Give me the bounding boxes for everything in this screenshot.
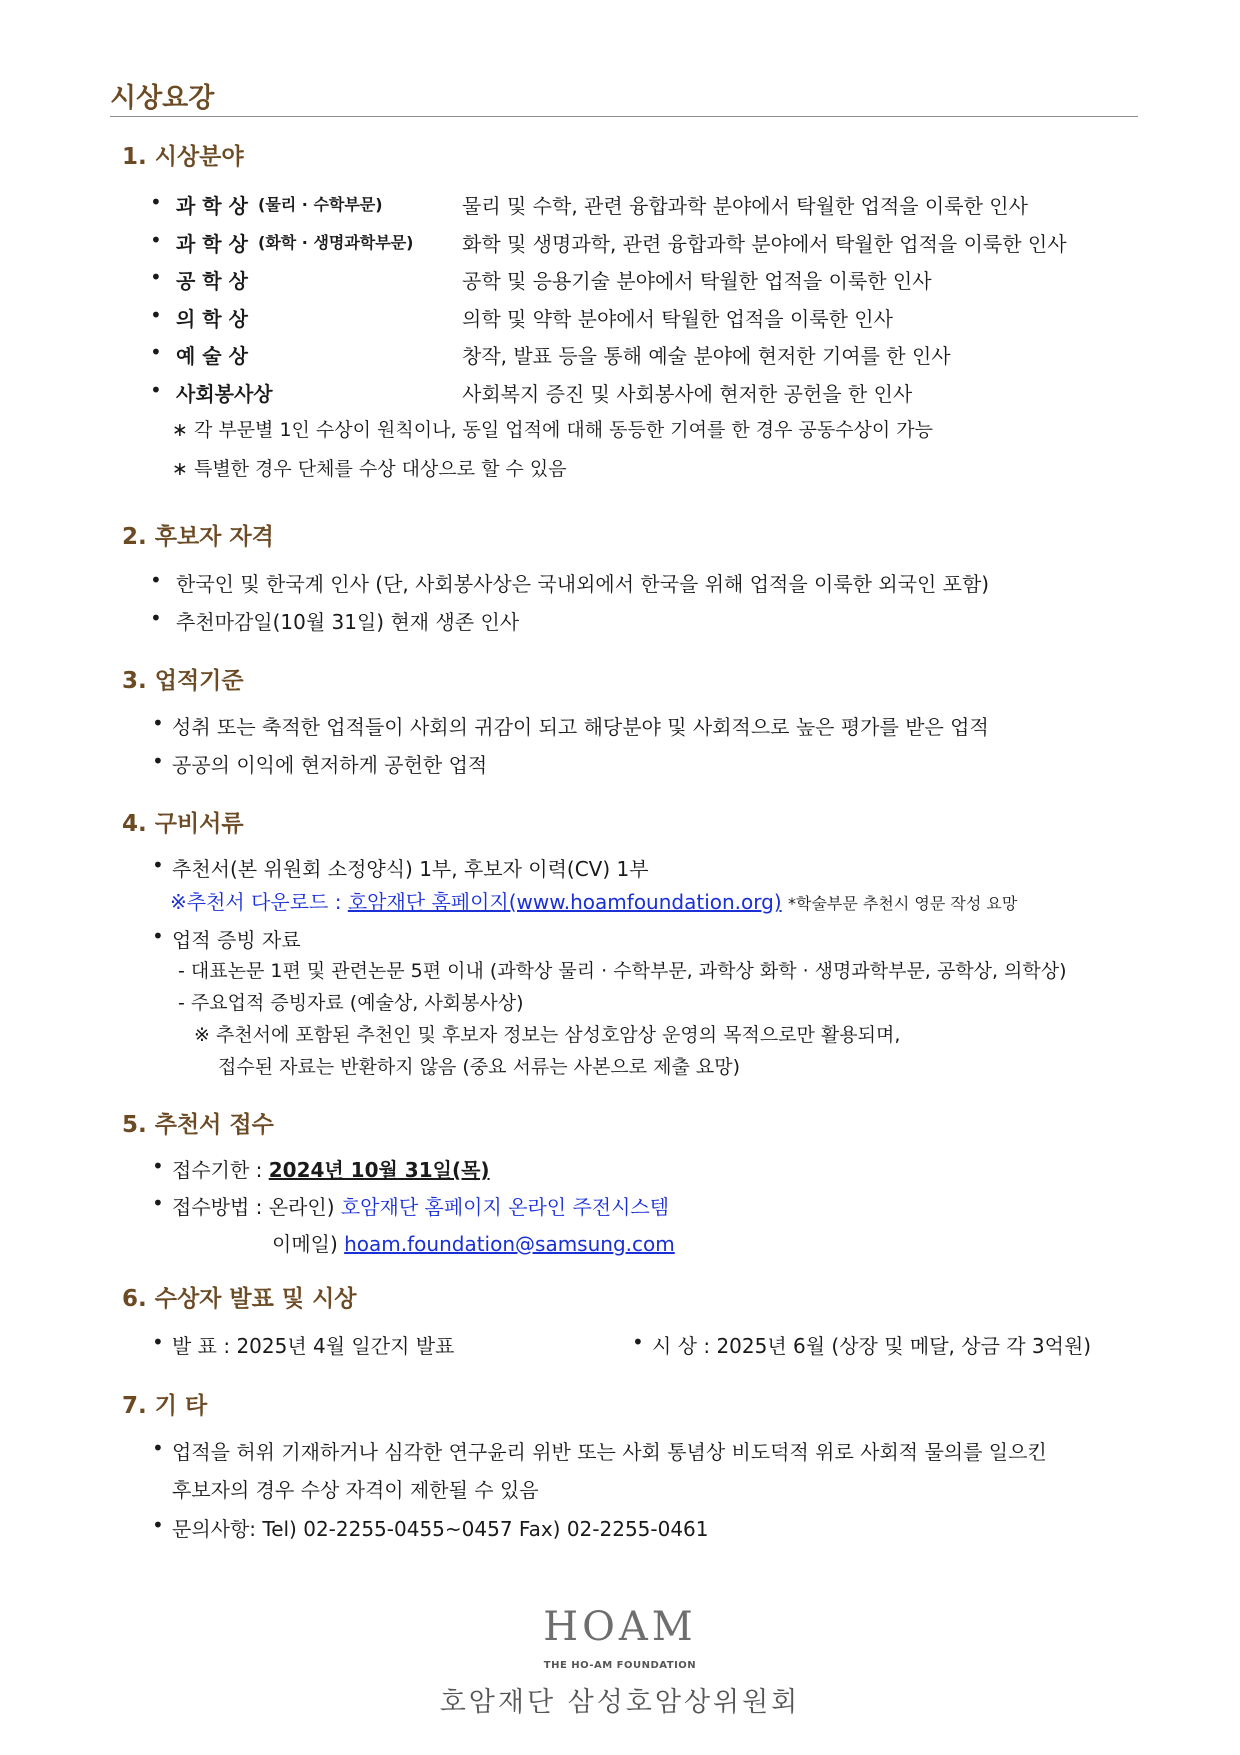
email-link[interactable]: hoam.foundation@samsung.com <box>344 1232 675 1256</box>
award-subfield: (물리 · 수학부문) <box>258 195 383 214</box>
section-heading-7: 7. 기 타 <box>122 1393 208 1419</box>
bullet: • <box>150 378 162 402</box>
bullet: • <box>150 606 162 630</box>
bullet: • <box>152 1513 164 1537</box>
section-heading-4: 4. 구비서류 <box>122 811 244 837</box>
award-description: 화학 및 생명과학, 관련 융합과학 분야에서 탁월한 업적을 이룩한 인사 <box>462 232 1067 256</box>
bullet: • <box>150 303 162 327</box>
document-item: 업적 증빙 자료 <box>172 928 301 952</box>
bullet: • <box>632 1330 644 1354</box>
organization-name: 호암재단 삼성호암상위원회 <box>439 1687 801 1718</box>
award-description: 물리 및 수학, 관련 융합과학 분야에서 탁월한 업적을 이룩한 인사 <box>462 194 1028 218</box>
hoam-logo: HOAM <box>543 1604 697 1650</box>
bullet: • <box>152 711 164 735</box>
privacy-notice: ※ 추천서에 포함된 추천인 및 후보자 정보는 삼성호암상 운영의 목적으로만 활용되며, <box>194 1024 901 1046</box>
award-description: 창작, 발표 등을 통해 예술 분야에 현저한 기여를 한 인사 <box>462 344 951 368</box>
email-label: 이메일) <box>272 1232 345 1256</box>
deadline-label: 접수기한 : <box>172 1158 269 1182</box>
award-name: 예 술 상 <box>176 344 248 368</box>
deadline-line <box>172 1154 490 1183</box>
section-heading-6: 6. 수상자 발표 및 시상 <box>122 1286 357 1312</box>
criteria-item: 성취 또는 축적한 업적들이 사회의 귀감이 되고 해당분야 및 사회적으로 높은 평가를 받은 업적 <box>172 715 989 739</box>
award-note: ∗ 특별한 경우 단체를 수상 대상으로 할 수 있음 <box>172 458 567 480</box>
bullet: • <box>150 190 162 214</box>
deadline-value: 2024년 10월 31일(목) <box>268 1158 490 1182</box>
award-name: 과 학 상 <box>176 232 248 256</box>
bullet: • <box>152 749 164 773</box>
other-item: 업적을 허위 기재하거나 심각한 연구윤리 위반 또는 사회 통념상 비도덕적 위로 사회적 물의를 일으킨 <box>172 1440 1047 1464</box>
bullet: • <box>152 924 164 948</box>
criteria-item: 공공의 이익에 현저하게 공헌한 업적 <box>172 753 488 777</box>
download-line <box>170 886 1017 915</box>
download-note: *학술부문 추천시 영문 작성 요망 <box>788 894 1018 913</box>
award-name: 의 학 상 <box>176 307 248 331</box>
method-line <box>172 1191 669 1220</box>
document-item: 추천서(본 위원회 소정양식) 1부, 후보자 이력(CV) 1부 <box>172 857 649 881</box>
bullet: • <box>150 568 162 592</box>
award-note: ∗ 각 부문별 1인 수상이 원칙이나, 동일 업적에 대해 동등한 기여를 한 경우 공동수상이 가능 <box>172 419 933 441</box>
announcement-item: 발 표 : 2025년 4월 일간지 발표 <box>172 1334 455 1358</box>
title-divider <box>110 116 1138 117</box>
section-heading-3: 3. 업적기준 <box>122 668 244 694</box>
section-heading-1: 1. 시상분야 <box>122 144 244 170</box>
award-description: 공학 및 응용기술 분야에서 탁월한 업적을 이룩한 인사 <box>462 269 932 293</box>
bullet: • <box>152 1330 164 1354</box>
bullet: • <box>152 1436 164 1460</box>
contact-info: 문의사항: Tel) 02-2255-0455~0457 Fax) 02-2255-0461 <box>172 1517 709 1541</box>
eligibility-item: 추천마감일(10월 31일) 현재 생존 인사 <box>176 610 520 634</box>
eligibility-item: 한국인 및 한국계 인사 (단, 사회봉사상은 국내외에서 한국을 위해 업적을 이룩한 외국인 포함) <box>176 572 990 596</box>
award-name: 과 학 상 <box>176 194 248 218</box>
page-title: 시상요강 <box>110 83 215 114</box>
document-subitem: - 주요업적 증빙자료 (예술상, 사회봉사상) <box>178 992 524 1014</box>
download-label: ※추천서 다운로드 : <box>170 890 348 914</box>
document-subitem: - 대표논문 1편 및 관련논문 5편 이내 (과학상 물리 · 수학부문, 과학상 화학 · 생명과학부문, 공학상, 의학상) <box>178 960 1067 982</box>
email-line <box>272 1228 675 1257</box>
section-heading-5: 5. 추천서 접수 <box>122 1112 274 1138</box>
bullet: • <box>150 340 162 364</box>
ceremony-item: 시 상 : 2025년 6월 (상장 및 메달, 상금 각 3억원) <box>652 1334 1092 1358</box>
award-name: 사회봉사상 <box>176 382 273 406</box>
award-description: 의학 및 약학 분야에서 탁월한 업적을 이룩한 인사 <box>462 307 893 331</box>
bullet: • <box>150 228 162 252</box>
bullet: • <box>152 1191 164 1215</box>
award-subfield: (화학 · 생명과학부문) <box>258 233 414 252</box>
bullet: • <box>152 1154 164 1178</box>
bullet: • <box>152 853 164 877</box>
method-label: 접수방법 : <box>172 1195 269 1219</box>
logo-subtitle: THE HO-AM FOUNDATION <box>543 1660 697 1671</box>
bullet: • <box>150 265 162 289</box>
award-name: 공 학 상 <box>176 269 248 293</box>
section-heading-2: 2. 후보자 자격 <box>122 524 274 550</box>
award-description: 사회복지 증진 및 사회봉사에 현저한 공헌을 한 인사 <box>462 382 913 406</box>
online-system-link[interactable]: 호암재단 홈페이지 온라인 주전시스템 <box>340 1195 670 1219</box>
online-label: 온라인) <box>268 1195 341 1219</box>
homepage-link[interactable]: 호암재단 홈페이지(www.hoamfoundation.org) <box>347 890 782 914</box>
privacy-notice: 접수된 자료는 반환하지 않음 (중요 서류는 사본으로 제출 요망) <box>218 1056 740 1078</box>
other-item-continued: 후보자의 경우 수상 자격이 제한될 수 있음 <box>172 1478 539 1502</box>
